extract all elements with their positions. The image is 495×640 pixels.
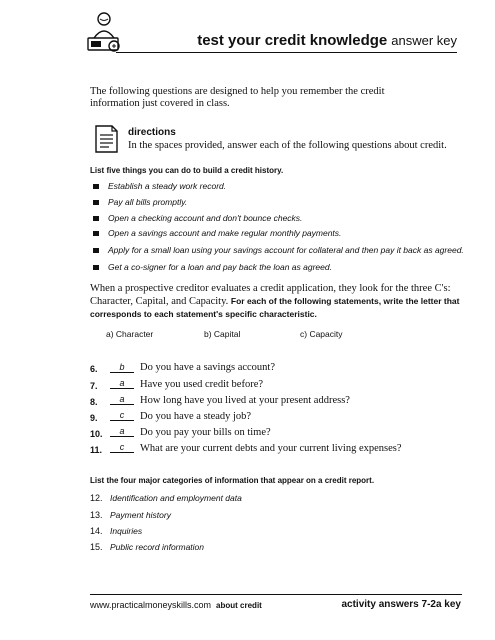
- footer-section: about credit: [216, 601, 262, 610]
- option-capacity: c) Capacity: [300, 329, 343, 339]
- directions-heading: directions: [128, 127, 176, 138]
- answer-blank: b: [110, 362, 134, 373]
- three-cs-instruction: For each of the following statements, write the letter that corresponds to each statement's specific characteristic.: [90, 296, 460, 319]
- page-title: [0, 32, 457, 50]
- list-item: Establish a steady work record.: [108, 181, 227, 191]
- question-number: 8.: [90, 397, 98, 407]
- header-rule: [116, 52, 457, 53]
- category-number: 12.: [90, 493, 103, 503]
- question-number: 10.: [90, 429, 103, 439]
- question-number: 11.: [90, 445, 103, 455]
- bullet-icon: [93, 231, 99, 236]
- bullet-icon: [93, 200, 99, 205]
- bullet-icon: [93, 265, 99, 270]
- answer-blank: c: [110, 442, 134, 453]
- category-number: 15.: [90, 542, 103, 552]
- category-number: 14.: [90, 526, 103, 536]
- category-text: Inquiries: [110, 526, 143, 536]
- answer-blank: a: [110, 426, 134, 437]
- footer-url-link[interactable]: www.practicalmoneyskills.com: [90, 600, 212, 610]
- directions-text: In the spaces provided, answer each of the following questions about credit.: [128, 140, 447, 151]
- list-item: Apply for a small loan using your savings account for collateral and then pay it back as agreed.: [108, 245, 464, 255]
- question-text: What are your current debts and your current living expenses?: [140, 443, 402, 454]
- categories-heading: List the four major categories of information that appear on a credit report.: [90, 476, 375, 485]
- question-number: 6.: [90, 364, 98, 374]
- answer-blank: a: [110, 378, 134, 389]
- question-text: Do you pay your bills on time?: [140, 427, 271, 438]
- footer-left: [90, 600, 262, 610]
- question-text: Do you have a steady job?: [140, 411, 252, 422]
- option-character: a) Character: [106, 329, 154, 339]
- question-text: How long have you lived at your present address?: [140, 395, 350, 406]
- list-item: Open a savings account and make regular monthly payments.: [108, 228, 342, 238]
- history-heading: List five things you can do to build a credit history.: [90, 166, 284, 175]
- category-number: 13.: [90, 510, 103, 520]
- question-text: Do you have a savings account?: [140, 362, 275, 373]
- answer-blank: c: [110, 410, 134, 421]
- question-text: Have you used credit before?: [140, 379, 264, 390]
- question-number: 7.: [90, 381, 98, 391]
- list-item: Pay all bills promptly.: [108, 197, 188, 207]
- list-item: Open a checking account and don't bounce checks.: [108, 213, 303, 223]
- footer-rule: [90, 594, 462, 595]
- notepad-icon: [93, 124, 119, 154]
- category-text: Identification and employment data: [110, 493, 242, 503]
- bullet-icon: [93, 216, 99, 221]
- list-item: Get a co-signer for a loan and pay back the loan as agreed.: [108, 262, 332, 272]
- bullet-icon: [93, 248, 99, 253]
- footer-activity-label: activity answers 7-2a key: [341, 599, 461, 610]
- question-number: 9.: [90, 413, 98, 423]
- title-sub: answer key: [391, 33, 457, 48]
- intro-text: The following questions are designed to help you remember the credit information just covered in class.: [90, 86, 385, 109]
- three-cs-text: When a prospective creditor evaluates a credit application, they look for the three C's: Character, Capital, and Capacity.: [90, 283, 451, 307]
- answer-blank: a: [110, 394, 134, 405]
- category-text: Payment history: [110, 510, 171, 520]
- title-main: test your credit knowledge: [197, 32, 388, 49]
- three-cs-paragraph: [90, 283, 462, 321]
- category-text: Public record information: [110, 542, 205, 552]
- option-capital: b) Capital: [204, 329, 241, 339]
- bullet-icon: [93, 184, 99, 189]
